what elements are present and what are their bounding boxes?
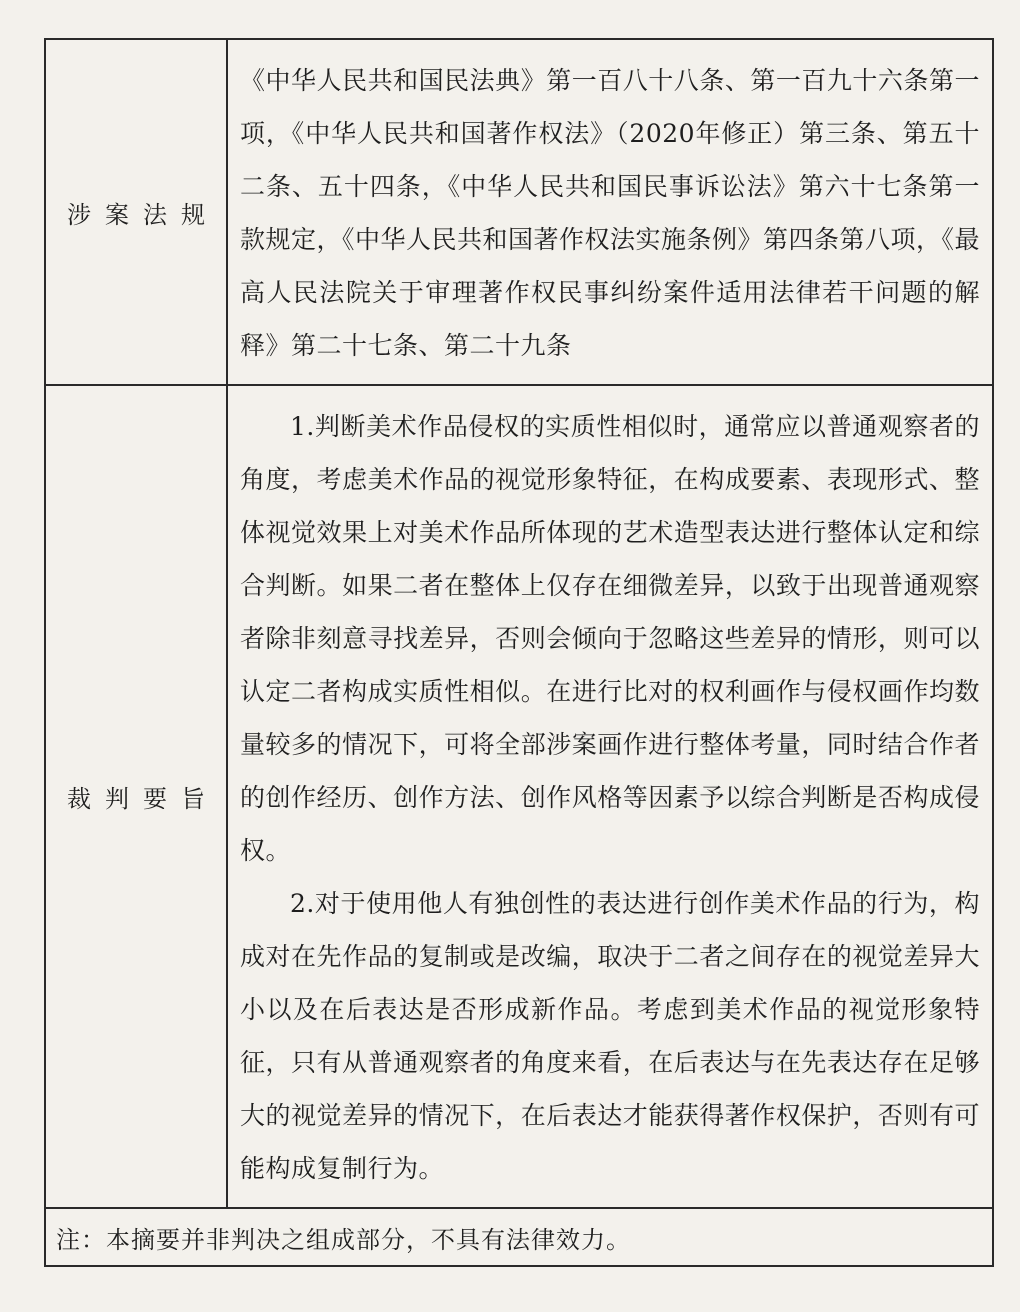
laws-content-cell xyxy=(227,39,993,385)
case-summary-table xyxy=(44,38,994,1267)
gist-paragraph-2: 2.对于使用他人有独创性的表达进行创作美术作品的行为，构成对在先作品的复制或是改编，取决于二者之间存在的视觉差异大小以及在后表达是否形成新作品。考虑到美术作品的视觉形象特征，只有从普通观察者的角度来看，在后表达与在先表达存在足够大的视觉差异的情况下，在后表达才能获得著作权保护，否则有可能构成复制行为。 xyxy=(240,889,980,1183)
laws-row xyxy=(45,39,993,385)
note-text: 注：本摘要并非判决之组成部分，不具有法律效力。 xyxy=(56,1225,631,1254)
laws-text: 《中华人民共和国民法典》第一百八十八条、第一百九十六条第一项，《中华人民共和国著作权法》（2020年修正）第三条、第五十二条、五十四条，《中华人民共和国民事诉讼法》第六十七条第一款规定，《中华人民共和国著作权法实施条例》第四条第八项，《最高人民法院关于审理著作权民事纠纷案件适用法律若干问题的解释》第二十七条、第二十九条 xyxy=(240,66,981,360)
laws-label-cell xyxy=(45,39,227,385)
note-cell xyxy=(45,1208,993,1266)
note-row xyxy=(45,1208,993,1266)
gist-label-cell xyxy=(45,385,227,1208)
gist-label: 裁判要旨 xyxy=(67,785,219,813)
gist-content-cell xyxy=(227,385,993,1208)
gist-row xyxy=(45,385,993,1208)
gist-paragraph-1: 1.判断美术作品侵权的实质性相似时，通常应以普通观察者的角度，考虑美术作品的视觉形象特征，在构成要素、表现形式、整体视觉效果上对美术作品所体现的艺术造型表达进行整体认定和综合判断。如果二者在整体上仅存在细微差异，以致于出现普通观察者除非刻意寻找差异，否则会倾向于忽略这些差异的情形，则可以认定二者构成实质性相似。在进行比对的权利画作与侵权画作均数量较多的情况下，可将全部涉案画作进行整体考量，同时结合作者的创作经历、创作方法、创作风格等因素予以综合判断是否构成侵权。 xyxy=(240,412,980,865)
laws-label: 涉案法规 xyxy=(67,200,219,229)
